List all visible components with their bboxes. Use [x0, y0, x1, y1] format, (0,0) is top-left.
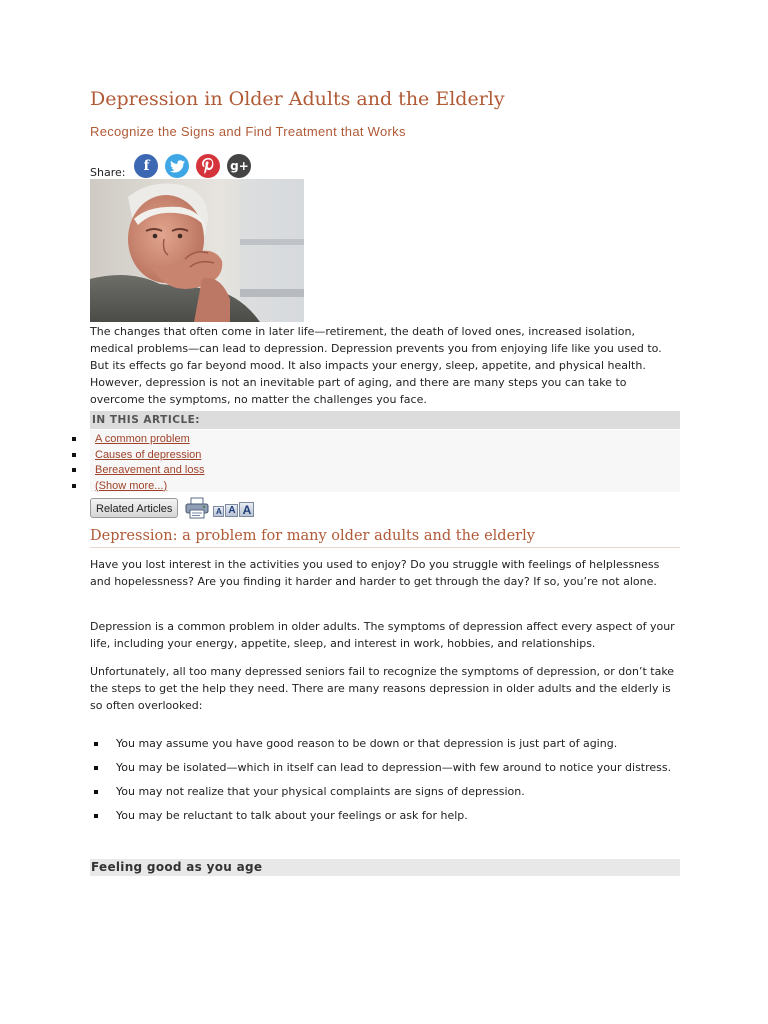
page-subtitle: Recognize the Signs and Find Treatment that Works: [90, 124, 406, 139]
list-item: [72, 479, 204, 495]
body-paragraph: Unfortunately, all too many depressed seniors fail to recognize the symptoms of depression, or don’t take the steps to get the help they need. There are many reasons depression in older adults and the elderly is so often overlooked:: [90, 665, 675, 712]
toc-header: IN THIS ARTICLE:: [90, 411, 680, 429]
reasons-list: [90, 732, 680, 828]
toc-link-causes[interactable]: Causes of depression: [95, 448, 202, 461]
section-heading-common-problem: Depression: a problem for many older adults and the elderly: [90, 528, 680, 548]
page-title: Depression in Older Adults and the Elderly: [90, 88, 505, 110]
section-heading-feeling-good: Feeling good as you age: [90, 859, 680, 876]
font-size-large-button[interactable]: A: [239, 502, 254, 517]
pinterest-icon[interactable]: [196, 154, 220, 178]
font-size-controls: [213, 499, 255, 517]
list-item: You may be isolated—which in itself can lead to depression—with few around to notice your distress.: [90, 756, 680, 780]
elderly-man-photo: [90, 179, 304, 322]
toc-link-common-problem[interactable]: A common problem: [95, 433, 190, 445]
body-paragraph: Depression is a common problem in older adults. The symptoms of depression affect every aspect of your life, including your energy, appetite, sleep, and interest in work, hobbies, and relationships.: [90, 620, 675, 650]
intro-paragraph: The changes that often come in later life—retirement, the death of loved ones, increased isolation, medical problems—can lead to depression. Depression prevents you from enjoying life like you used to. But its effects go far beyond mood. It also impacts your energy, sleep, appetite, and physical health. However, depression is not an inevitable part of aging, and there are many steps you can take to overcome the symptoms, no matter the challenges you face.: [90, 325, 662, 406]
twitter-bird-icon[interactable]: [165, 154, 189, 178]
toc-show-more-link[interactable]: (Show more...): [95, 479, 168, 492]
font-size-medium-button[interactable]: A: [225, 504, 238, 517]
list-item: You may not realize that your physical complaints are signs of depression.: [90, 780, 680, 804]
facebook-icon[interactable]: f: [134, 154, 158, 178]
article-tools: [90, 497, 255, 519]
font-size-small-button[interactable]: A: [213, 506, 224, 517]
related-articles-button[interactable]: Related Articles: [90, 498, 178, 518]
list-item: You may assume you have good reason to be down or that depression is just part of aging.: [90, 732, 680, 756]
toc-list: [72, 432, 204, 494]
google-plus-icon[interactable]: g+: [227, 154, 251, 178]
list-item: [72, 448, 204, 464]
list-item: You may be reluctant to talk about your feelings or ask for help.: [90, 804, 680, 828]
share-bar: [90, 154, 258, 180]
body-paragraph: Have you lost interest in the activities you used to enjoy? Do you struggle with feelings of helplessness and hopelessness? Are you finding it harder and harder to get through the day? If so, you’re not alone.: [90, 558, 660, 588]
printer-icon[interactable]: [184, 497, 210, 519]
share-label: Share:: [90, 166, 126, 179]
toc-link-bereavement[interactable]: Bereavement and loss: [95, 464, 205, 476]
list-item: [72, 463, 204, 479]
list-item: [72, 432, 204, 448]
